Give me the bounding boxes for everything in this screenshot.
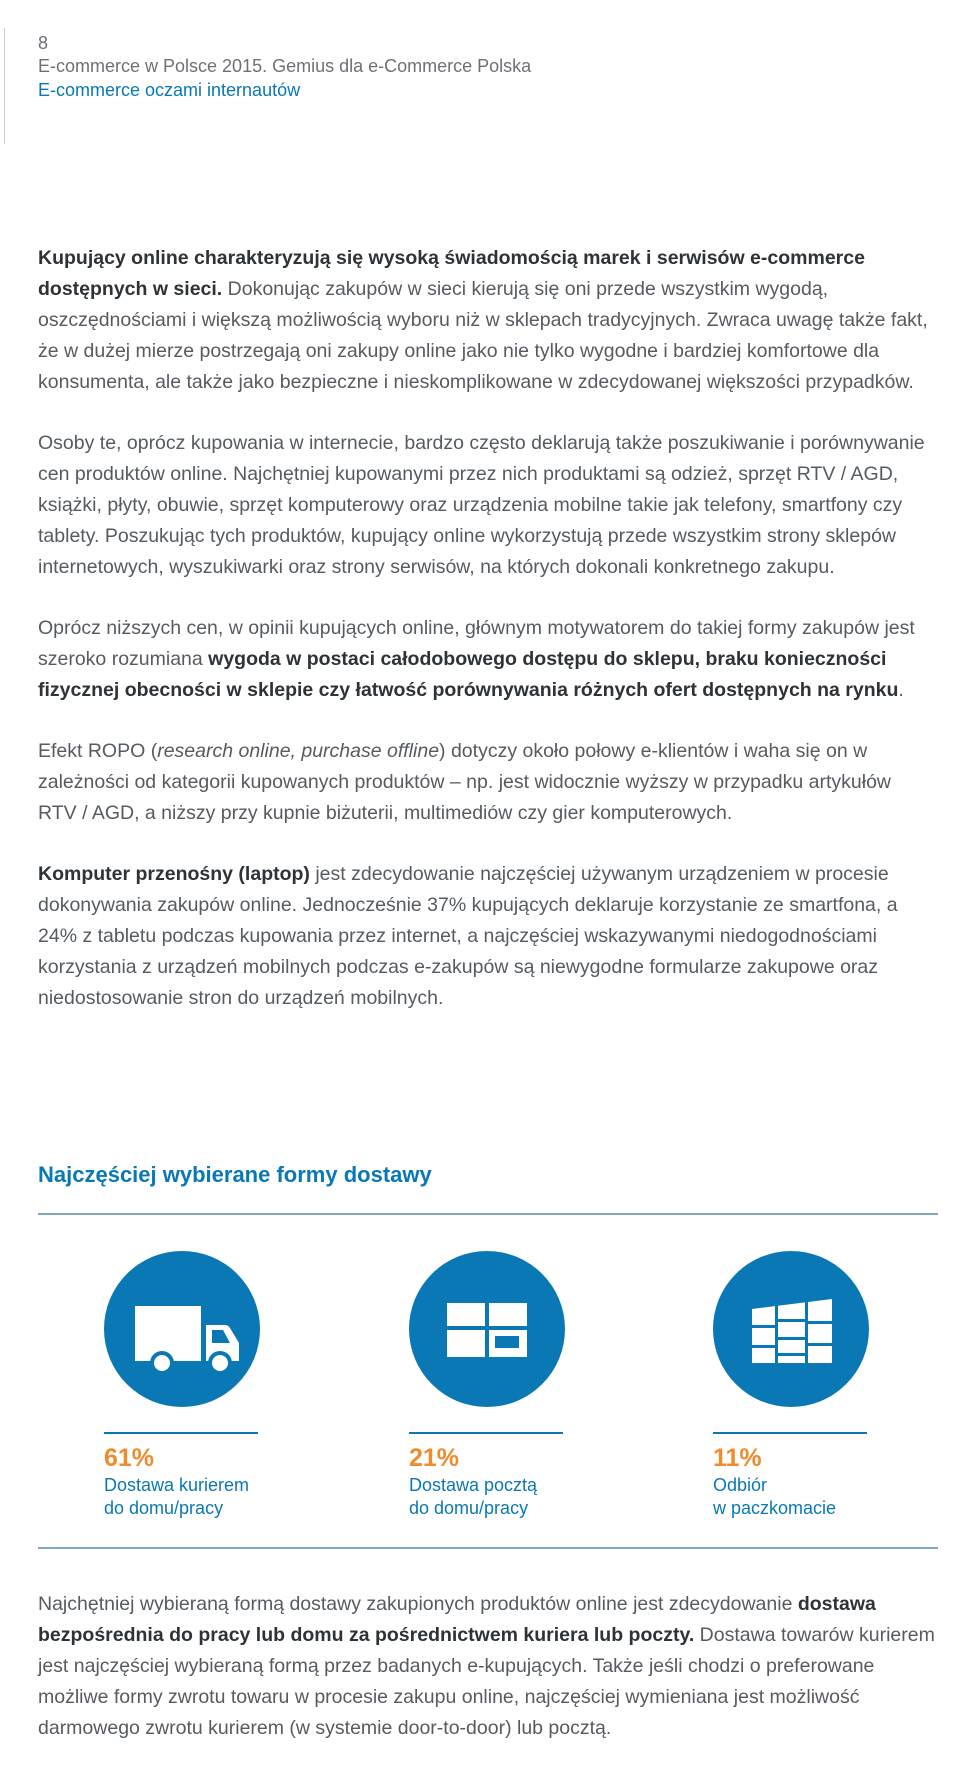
closing-paragraph-block: [38, 1589, 938, 1774]
paragraph-1-text: Dokonując zakupów w sieci kierują się oni przede wszystkim wygodą, oszczędnościami i większą możliwością wyboru niż w sklepach tradycyjnych. Zwraca uwagę także fakt, że w dużej mierze postrzegają oni zakupy online jako nie tylko wygodne i bardziej komfortowe dla konsumenta, ale także jako bezpieczne i nieskomplikowane w zdecydowanej większości przypadków.: [38, 278, 928, 393]
paragraph-1-lead: Kupujący online charakteryzują się wysoką świadomością marek i serwisów e-commerce dostępnych w sieci.: [38, 247, 865, 300]
paragraph-3-text: Oprócz niższych cen, w opinii kupujących online, głównym motywatorem do takiej formy zakupów jest szeroko rozumiana: [38, 617, 915, 670]
delivery-icon-circle-post: [409, 1251, 565, 1407]
paragraph-4: [38, 736, 928, 829]
paragraph-2: Osoby te, oprócz kupowania w internecie, bardzo często deklarują także poszukiwanie i porównywanie cen produktów online. Najchętniej kupowanymi przez nich produktami są odzież, sprzęt RTV / AGD, książki, płyty, obuwie, sprzęt komputerowy oraz urządzenia mobilne takie jak telefony, smartfony czy tablety. Poszukując tych produktów, kupujący online wykorzystują przede wszystkim strony sklepów internetowych, wyszukiwarki oraz strony serwisów, na których dokonali konkretnego zakupu.: [38, 432, 925, 578]
page-header: [38, 32, 531, 102]
parcel-locker-icon: [713, 1251, 869, 1407]
chapter-title: E-commerce oczami internautów: [38, 80, 301, 100]
delivery-label-locker-line2: w paczkomacie: [713, 1498, 837, 1518]
page-number: 8: [38, 33, 49, 53]
paragraph-1: [38, 243, 928, 398]
margin-rule: [4, 28, 5, 144]
paragraph-4-text: Efekt ROPO (: [38, 740, 158, 762]
delivery-icon-circle-locker: [713, 1251, 869, 1407]
delivery-divider-locker: [713, 1432, 867, 1434]
delivery-share-courier: 61%: [104, 1444, 155, 1472]
article-body: [38, 243, 928, 1044]
delivery-label-post-line1: Dostawa pocztą: [409, 1475, 538, 1495]
closing-paragraph-rest: Dostawa towarów kurierem jest najczęściej wybieraną formą przez badanych e-kupujących. Także jeśli chodzi o preferowane możliwe formy zwrotu towaru w procesie zakupu online, najczęściej wymieniana jest możliwość darmowego zwrotu kurierem (w systemie door-to-door) lub pocztą.: [38, 1624, 935, 1739]
delivery-share-post: 21%: [409, 1444, 460, 1472]
delivery-stat-courier: [104, 1442, 249, 1520]
paragraph-3: [38, 613, 928, 706]
paragraph-3-end: .: [898, 679, 904, 701]
delivery-label-locker-line1: Odbiór: [713, 1475, 768, 1495]
paragraph-5: [38, 859, 928, 1014]
mail-icon: [409, 1251, 565, 1407]
delivery-label-courier-line1: Dostawa kurierem: [104, 1475, 250, 1495]
delivery-icon-circle-courier: [104, 1251, 260, 1407]
delivery-stat-post: [409, 1442, 537, 1520]
section-divider-bottom: [38, 1547, 938, 1549]
delivery-share-locker: 11%: [713, 1444, 762, 1472]
closing-paragraph: [38, 1589, 938, 1744]
paragraph-3-highlight: wygoda w postaci całodobowego dostępu do sklepu, braku konieczności fizycznej obecności w sklepie czy łatwość porównywania różnych ofert dostępnych na rynku: [38, 648, 899, 701]
delivery-label-courier-line2: do domu/pracy: [104, 1498, 224, 1518]
truck-icon: [104, 1251, 260, 1407]
paragraph-4-end: ) dotyczy około połowy e-klientów i waha się on w zależności od kategorii kupowanych produktów – np. jest widocznie wyższy w przypadku artykułów RTV / AGD, a niższy przy kupnie biżuterii, multimediów czy gier komputerowych.: [38, 740, 891, 824]
closing-paragraph-highlight: dostawa bezpośrednia do pracy lub domu za pośrednictwem kuriera lub poczty.: [38, 1593, 876, 1646]
closing-paragraph-text: Najchętniej wybieraną formą dostawy zakupionych produktów online jest zdecydowanie: [38, 1593, 798, 1615]
section-divider-top: [38, 1213, 938, 1215]
delivery-stat-locker: [713, 1442, 836, 1520]
delivery-section-title: Najczęściej wybierane formy dostawy: [38, 1162, 432, 1187]
delivery-divider-post: [409, 1432, 563, 1434]
delivery-divider-courier: [104, 1432, 258, 1434]
paragraph-5-lead: Komputer przenośny (laptop): [38, 863, 310, 885]
report-title: E-commerce w Polsce 2015. Gemius dla e-Commerce Polska: [38, 56, 532, 76]
paragraph-4-italic: research online, purchase offline: [157, 740, 440, 762]
delivery-label-post-line2: do domu/pracy: [409, 1498, 529, 1518]
paragraph-5-text: jest zdecydowanie najczęściej używanym urządzeniem w procesie dokonywania zakupów online. Jednocześnie 37% kupujących deklaruje korzystanie ze smartfona, a 24% z tabletu podczas kupowania przez internet, a najczęściej wskazywanymi niedogodnościami korzystania z urządzeń mobilnych podczas e-zakupów są niewygodne formularze zakupowe oraz niedostosowanie stron do urządzeń mobilnych.: [38, 863, 898, 1009]
